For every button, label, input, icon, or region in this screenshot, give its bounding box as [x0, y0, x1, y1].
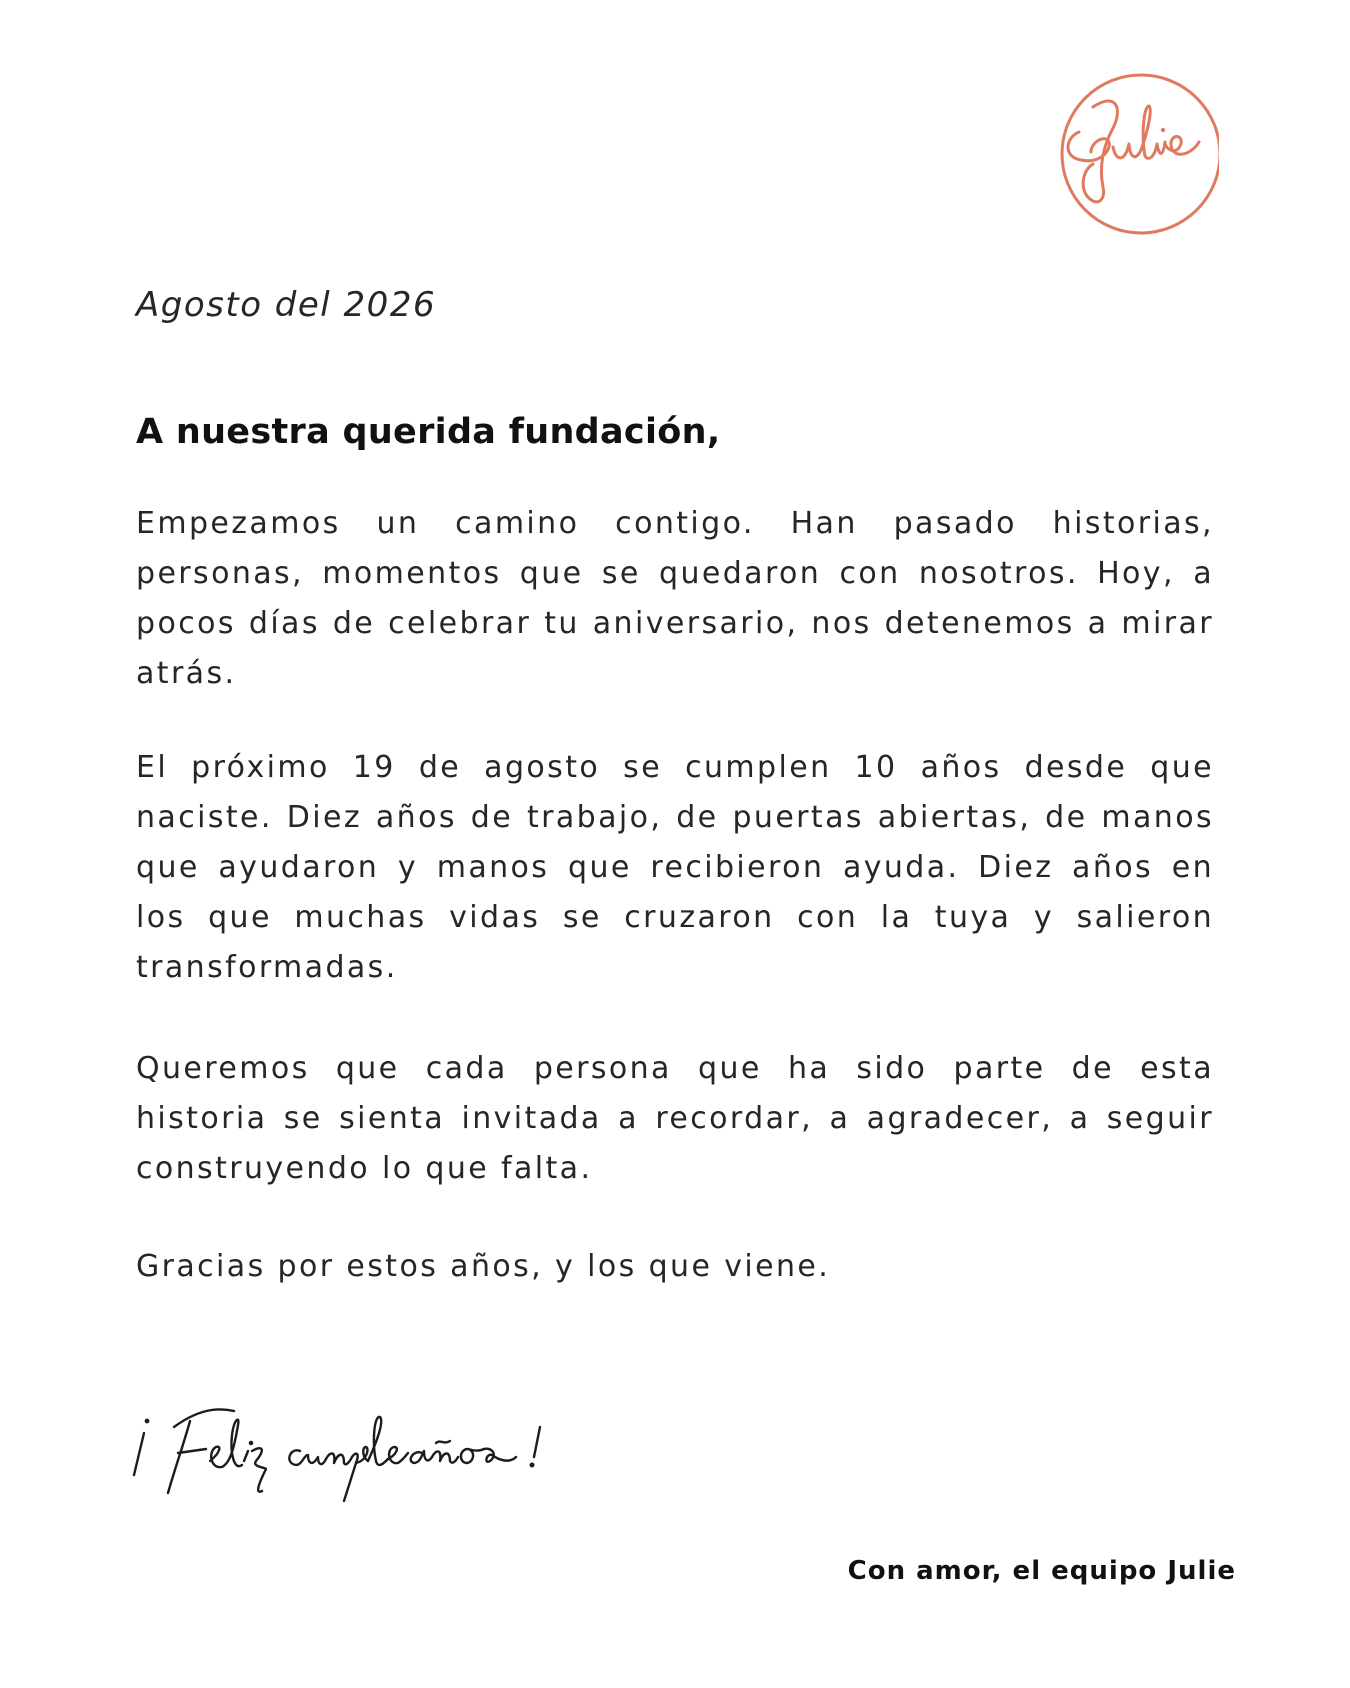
letter-paragraph-3: Queremos que cada persona que ha sido parte de esta historia se sienta invitada a recordar, a agradecer, a seguir construyendo lo que falta. — [136, 1051, 1214, 1186]
handwritten-greeting — [130, 1365, 610, 1505]
julie-logo — [1053, 72, 1219, 238]
letter-salutation: A nuestra querida fundación, — [136, 412, 721, 452]
letter-date: Agosto del 2026 — [136, 285, 437, 325]
letter-paragraph-1: Empezamos un camino contigo. Han pasado historias, personas, momentos que se quedaron con nosotros. Hoy, a pocos días de celebrar tu aniversario, nos detenemos a mirar atrás. — [136, 506, 1214, 691]
letter-closing: Con amor, el equipo Julie — [847, 1556, 1236, 1586]
letter-paragraph-4: Gracias por estos años, y los que viene. — [136, 1249, 831, 1284]
letter-paragraph-2: El próximo 19 de agosto se cumplen 10 años desde que naciste. Diez años de trabajo, de puertas abiertas, de manos que ayudaron y manos que recibieron ayuda. Diez años en los que muchas vidas se cruzaron con la tuya y salieron transformadas. — [136, 750, 1214, 985]
